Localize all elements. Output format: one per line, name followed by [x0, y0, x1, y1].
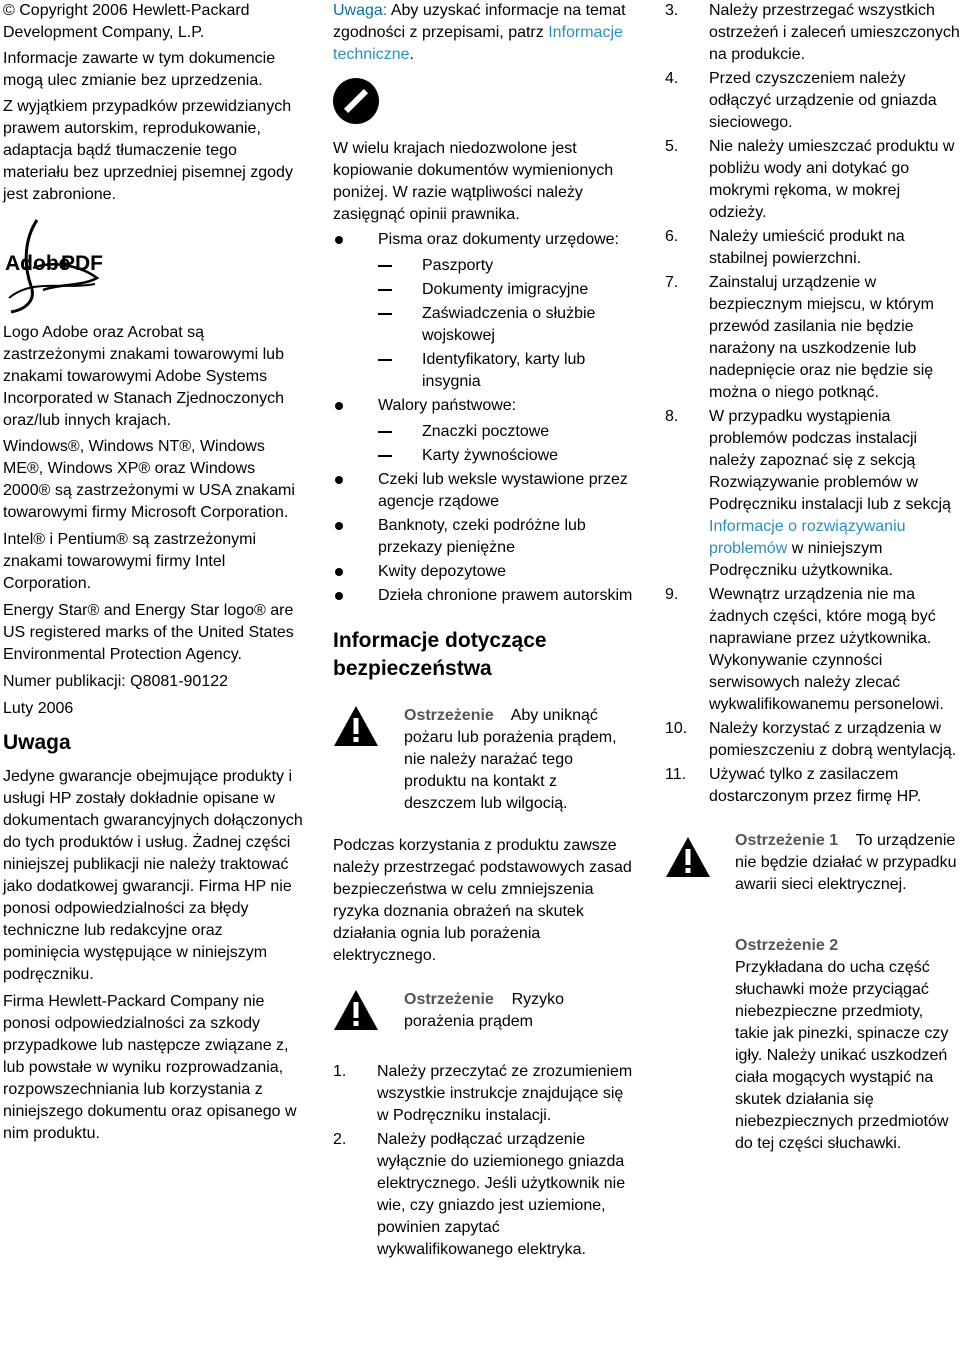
sub-list-item: [378, 421, 633, 443]
safety-instructions-list-end: [665, 584, 960, 808]
warning-handset-body: Przykładana do ucha część słuchawki może przyciągać niebezpieczne przedmioty, takie jak pinezki, spinacze czy igły. Należy unikać uszkodzeń ciała mogących wystąpić na skutek działania się niebezpiecznych przedmiotów do tej części słuchawki.: [735, 959, 949, 1152]
dash-icon: [378, 289, 392, 291]
item-number: 7.: [665, 274, 679, 291]
item-number: 9.: [665, 586, 679, 603]
dash-icon: [378, 431, 392, 433]
item-text: Należy umieścić produkt na stabilnej powierzchni.: [709, 228, 905, 267]
list-item: [333, 1061, 633, 1127]
warning-shock-body: Ryzyko porażenia prądem: [404, 991, 565, 1030]
warning-shock-label: Ostrzeżenie: [404, 991, 494, 1008]
warning-power-outage-label: Ostrzeżenie 1: [735, 832, 839, 849]
prohibited-icon: [333, 78, 633, 124]
item-text: Należy przeczytać ze zrozumieniem wszystkie instrukcje znajdujące się w Podręczniku instalacji.: [377, 1063, 633, 1124]
regulatory-note: [333, 0, 633, 66]
warning-power-outage: [665, 830, 960, 935]
item-text: Używać tylko z zasilaczem dostarczonym przez firmę HP.: [709, 766, 922, 805]
warning-handset-label: Ostrzeżenie 2: [735, 937, 839, 954]
warning-fire-body: Aby uniknąć pożaru lub porażenia prądem, nie należy narażać tego produktu na kontakt z deszczem lub wilgocią.: [404, 707, 617, 812]
left-column: [3, 0, 303, 1145]
sub-list-item-text: Zaświadczenia o służbie wojskowej: [422, 305, 596, 344]
bullet-icon: [335, 402, 343, 410]
warning-power-outage-body: To urządzenie nie będzie działać w przypadku awarii sieci elektrycznej.: [735, 832, 957, 893]
publication-date: Luty 2006: [3, 700, 74, 717]
prohibited-documents-list: [333, 229, 633, 607]
item-text: Nie należy umieszczać produktu w pobliżu wody ani dotykać go mokrymi rękoma, w mokrej odzieży.: [709, 138, 955, 221]
item-number: 4.: [665, 70, 679, 87]
sub-list-item: [378, 255, 633, 277]
adobe-pdf-logo-icon: [3, 218, 103, 318]
list-item-text: Banknoty, czeki podróżne lub przekazy pieniężne: [378, 517, 586, 556]
list-item: [333, 585, 633, 607]
dash-icon: [378, 455, 392, 457]
warning-fire: [333, 705, 633, 815]
note-text: Aby uzyskać informacje na temat zgodności z przepisami, patrz: [333, 2, 626, 41]
item-text: Należy korzystać z urządzenia w pomieszczeniu z dobrą wentylacją.: [709, 720, 957, 759]
sub-list-item: [378, 279, 633, 301]
adobe-trademark-text: Logo Adobe oraz Acrobat są zastrzeżonymi znakami towarowymi lub znakami towarowymi Adobe Systems Incorporated w Stanach Zjednoczonych oraz/lub innych krajach.: [3, 324, 285, 429]
bullet-icon: [335, 568, 343, 576]
bullet-icon: [335, 236, 343, 244]
sub-list: [378, 255, 633, 393]
item-text: Przed czyszczeniem należy odłączyć urządzenie od gniazda sieciowego.: [709, 70, 937, 131]
list-item: [333, 469, 633, 513]
item-number: 5.: [665, 138, 679, 155]
list-item: [665, 0, 960, 66]
item-text-end: w niniejszym Podręczniku użytkownika.: [709, 540, 894, 579]
middle-column: [333, 0, 633, 1261]
safety-intro-text: Podczas korzystania z produktu zawsze należy przestrzegać podstawowych zasad bezpieczeństwa w celu zmniejszenia ryzyka doznania obrażeń na skutek działania ognia lub porażenia elektrycznego.: [333, 837, 632, 964]
sub-list-item: [378, 349, 633, 393]
no-entry-icon: [333, 78, 379, 124]
item-text: Wewnątrz urządzenia nie ma żadnych części, które mogą być naprawiane przez użytkownika. Wykonywanie czynności serwisowych należy zlecać wykwalifikowanemu personelowi.: [709, 586, 944, 713]
bullet-icon: [335, 476, 343, 484]
energy-star-text: Energy Star® and Energy Star logo® are US registered marks of the United States Environmental Protection Agency.: [3, 602, 294, 663]
safety-instruction-8: [665, 406, 960, 582]
list-item: [665, 718, 960, 762]
list-item: [665, 584, 960, 716]
list-item: [665, 764, 960, 808]
bullet-icon: [335, 592, 343, 600]
right-column: [665, 0, 960, 1155]
warranty-text: Jedyne gwarancje obejmujące produkty i usługi HP zostały dokładnie opisane w dokumentach gwarancyjnych dołączonych do tych produktów i usług. Żadnej części niniejszej publikacji nie należy traktować jako dodatkowej gwarancji. Firma HP nie ponosi odpowiedzialności za błędy techniczne lub redakcyjne oraz pominięcia występujące w niniejszym podręczniku.: [3, 768, 303, 983]
svg-text:PDF: PDF: [61, 252, 103, 275]
list-item: [665, 226, 960, 270]
list-item-text: Kwity depozytowe: [378, 563, 507, 580]
warning-icon: [665, 836, 711, 878]
item-number: 1.: [333, 1063, 347, 1080]
bullet-icon: [335, 522, 343, 530]
sub-list-item: [378, 445, 633, 467]
warning-shock: [333, 989, 633, 1049]
info-notice: Informacje zawarte w tym dokumencie mogą ulec zmianie bez uprzedzenia.: [3, 50, 276, 89]
safety-instructions-list-cont: [665, 0, 960, 404]
sub-list-item-text: Dokumenty imigracyjne: [422, 281, 589, 298]
item-number: 2.: [333, 1131, 347, 1148]
sub-list-item-text: Identyfikatory, karty lub insygnia: [422, 351, 586, 390]
item-text: Należy przestrzegać wszystkich ostrzeżeń i zaleceń umieszczonych na produkcie.: [709, 2, 960, 63]
list-item: [333, 561, 633, 583]
safety-heading: Informacje dotyczące bezpieczeństwa: [333, 629, 547, 680]
list-item: [665, 68, 960, 134]
svg-text:Adobe: Adobe: [5, 252, 71, 275]
list-item-text: Czeki lub weksle wystawione przez agencje rządowe: [378, 471, 628, 510]
technical-info-link[interactable]: Informacje techniczne: [333, 24, 623, 63]
list-item: [665, 406, 960, 582]
sub-list-item-text: Znaczki pocztowe: [422, 423, 550, 440]
list-item: [333, 395, 633, 467]
dash-icon: [378, 359, 392, 361]
sub-list-item: [378, 303, 633, 347]
dash-icon: [378, 265, 392, 267]
warning-icon: [333, 989, 379, 1031]
notice-heading: Uwaga: [3, 731, 71, 754]
item-text: W przypadku wystąpienia problemów podczas instalacji należy zapoznać się z sekcją Rozwiązywanie problemów w Podręczniku instalacji lub z sekcją: [709, 408, 951, 513]
item-text: Zainstaluj urządzenie w bezpiecznym miejscu, w którym przewód zasilania nie będzie narażony na uszkodzenie lub nadepnięcie oraz nie będzie się można o niego potknąć.: [709, 274, 934, 401]
intel-trademark-text: Intel® i Pentium® są zastrzeżonymi znakami towarowymi firmy Intel Corporation.: [3, 531, 256, 592]
copyright-notice: © Copyright 2006 Hewlett-Packard Development Company, L.P.: [3, 2, 250, 41]
item-text: Należy podłączać urządzenie wyłącznie do uziemionego gniazda elektrycznego. Jeśli użytkownik nie wie, czy gniazdo jest uziemione, powinien zapytać wykwalifikowanego elektryka.: [377, 1131, 626, 1258]
list-item: [333, 1129, 633, 1261]
item-number: 3.: [665, 2, 679, 19]
item-number: 11.: [665, 766, 687, 783]
note-label: Uwaga:: [333, 2, 388, 19]
list-item-text: Walory państwowe:: [378, 397, 517, 414]
windows-trademark-text: Windows®, Windows NT®, Windows ME®, Windows XP® oraz Windows 2000® są zastrzeżonymi w USA znakami towarowymi firmy Microsoft Corporation.: [3, 438, 295, 521]
list-item-text: Pisma oraz dokumenty urzędowe:: [378, 231, 619, 248]
list-item: [665, 272, 960, 404]
note-end: .: [409, 46, 414, 63]
warning-fire-label: Ostrzeżenie: [404, 707, 494, 724]
sub-list-item-text: Karty żywnościowe: [422, 447, 559, 464]
warning-handset-label-line: [665, 935, 960, 957]
list-item: [665, 136, 960, 224]
copyright-restriction: Z wyjątkiem przypadków przewidzianych prawem autorskim, reprodukowanie, adaptacja bądź tłumaczenie tego materiału bez uprzedniej pisemnej zgody jest zabronione.: [3, 98, 293, 203]
sub-list-item-text: Paszporty: [422, 257, 494, 274]
dash-icon: [378, 313, 392, 315]
list-item-text: Dzieła chronione prawem autorskim: [378, 587, 633, 604]
sub-list: [378, 421, 633, 467]
item-number: 10.: [665, 720, 688, 737]
troubleshooting-link[interactable]: Informacje o rozwiązywaniu problemów: [709, 518, 906, 557]
safety-instructions-list: [333, 1061, 633, 1261]
liability-text: Firma Hewlett-Packard Company nie ponosi odpowiedzialności za szkody przypadkowe lub następcze związane z, lub powstałe w wyniku rozprowadzania, rozpowszechniania lub korzystania z niniejszego dokumentu oraz opisanego w nim produktu.: [3, 993, 297, 1142]
list-item: [333, 229, 633, 393]
copy-ban-text: W wielu krajach niedozwolone jest kopiowanie dokumentów wymienionych poniżej. W razie wątpliwości należy zasięgnąć opinii prawnika.: [333, 140, 614, 223]
publication-number: Numer publikacji: Q8081-90122: [3, 673, 229, 690]
item-number: 6.: [665, 228, 679, 245]
list-item: [333, 515, 633, 559]
adobe-pdf-logo: [3, 218, 303, 318]
warning-icon: [333, 705, 379, 747]
item-number: 8.: [665, 408, 679, 425]
